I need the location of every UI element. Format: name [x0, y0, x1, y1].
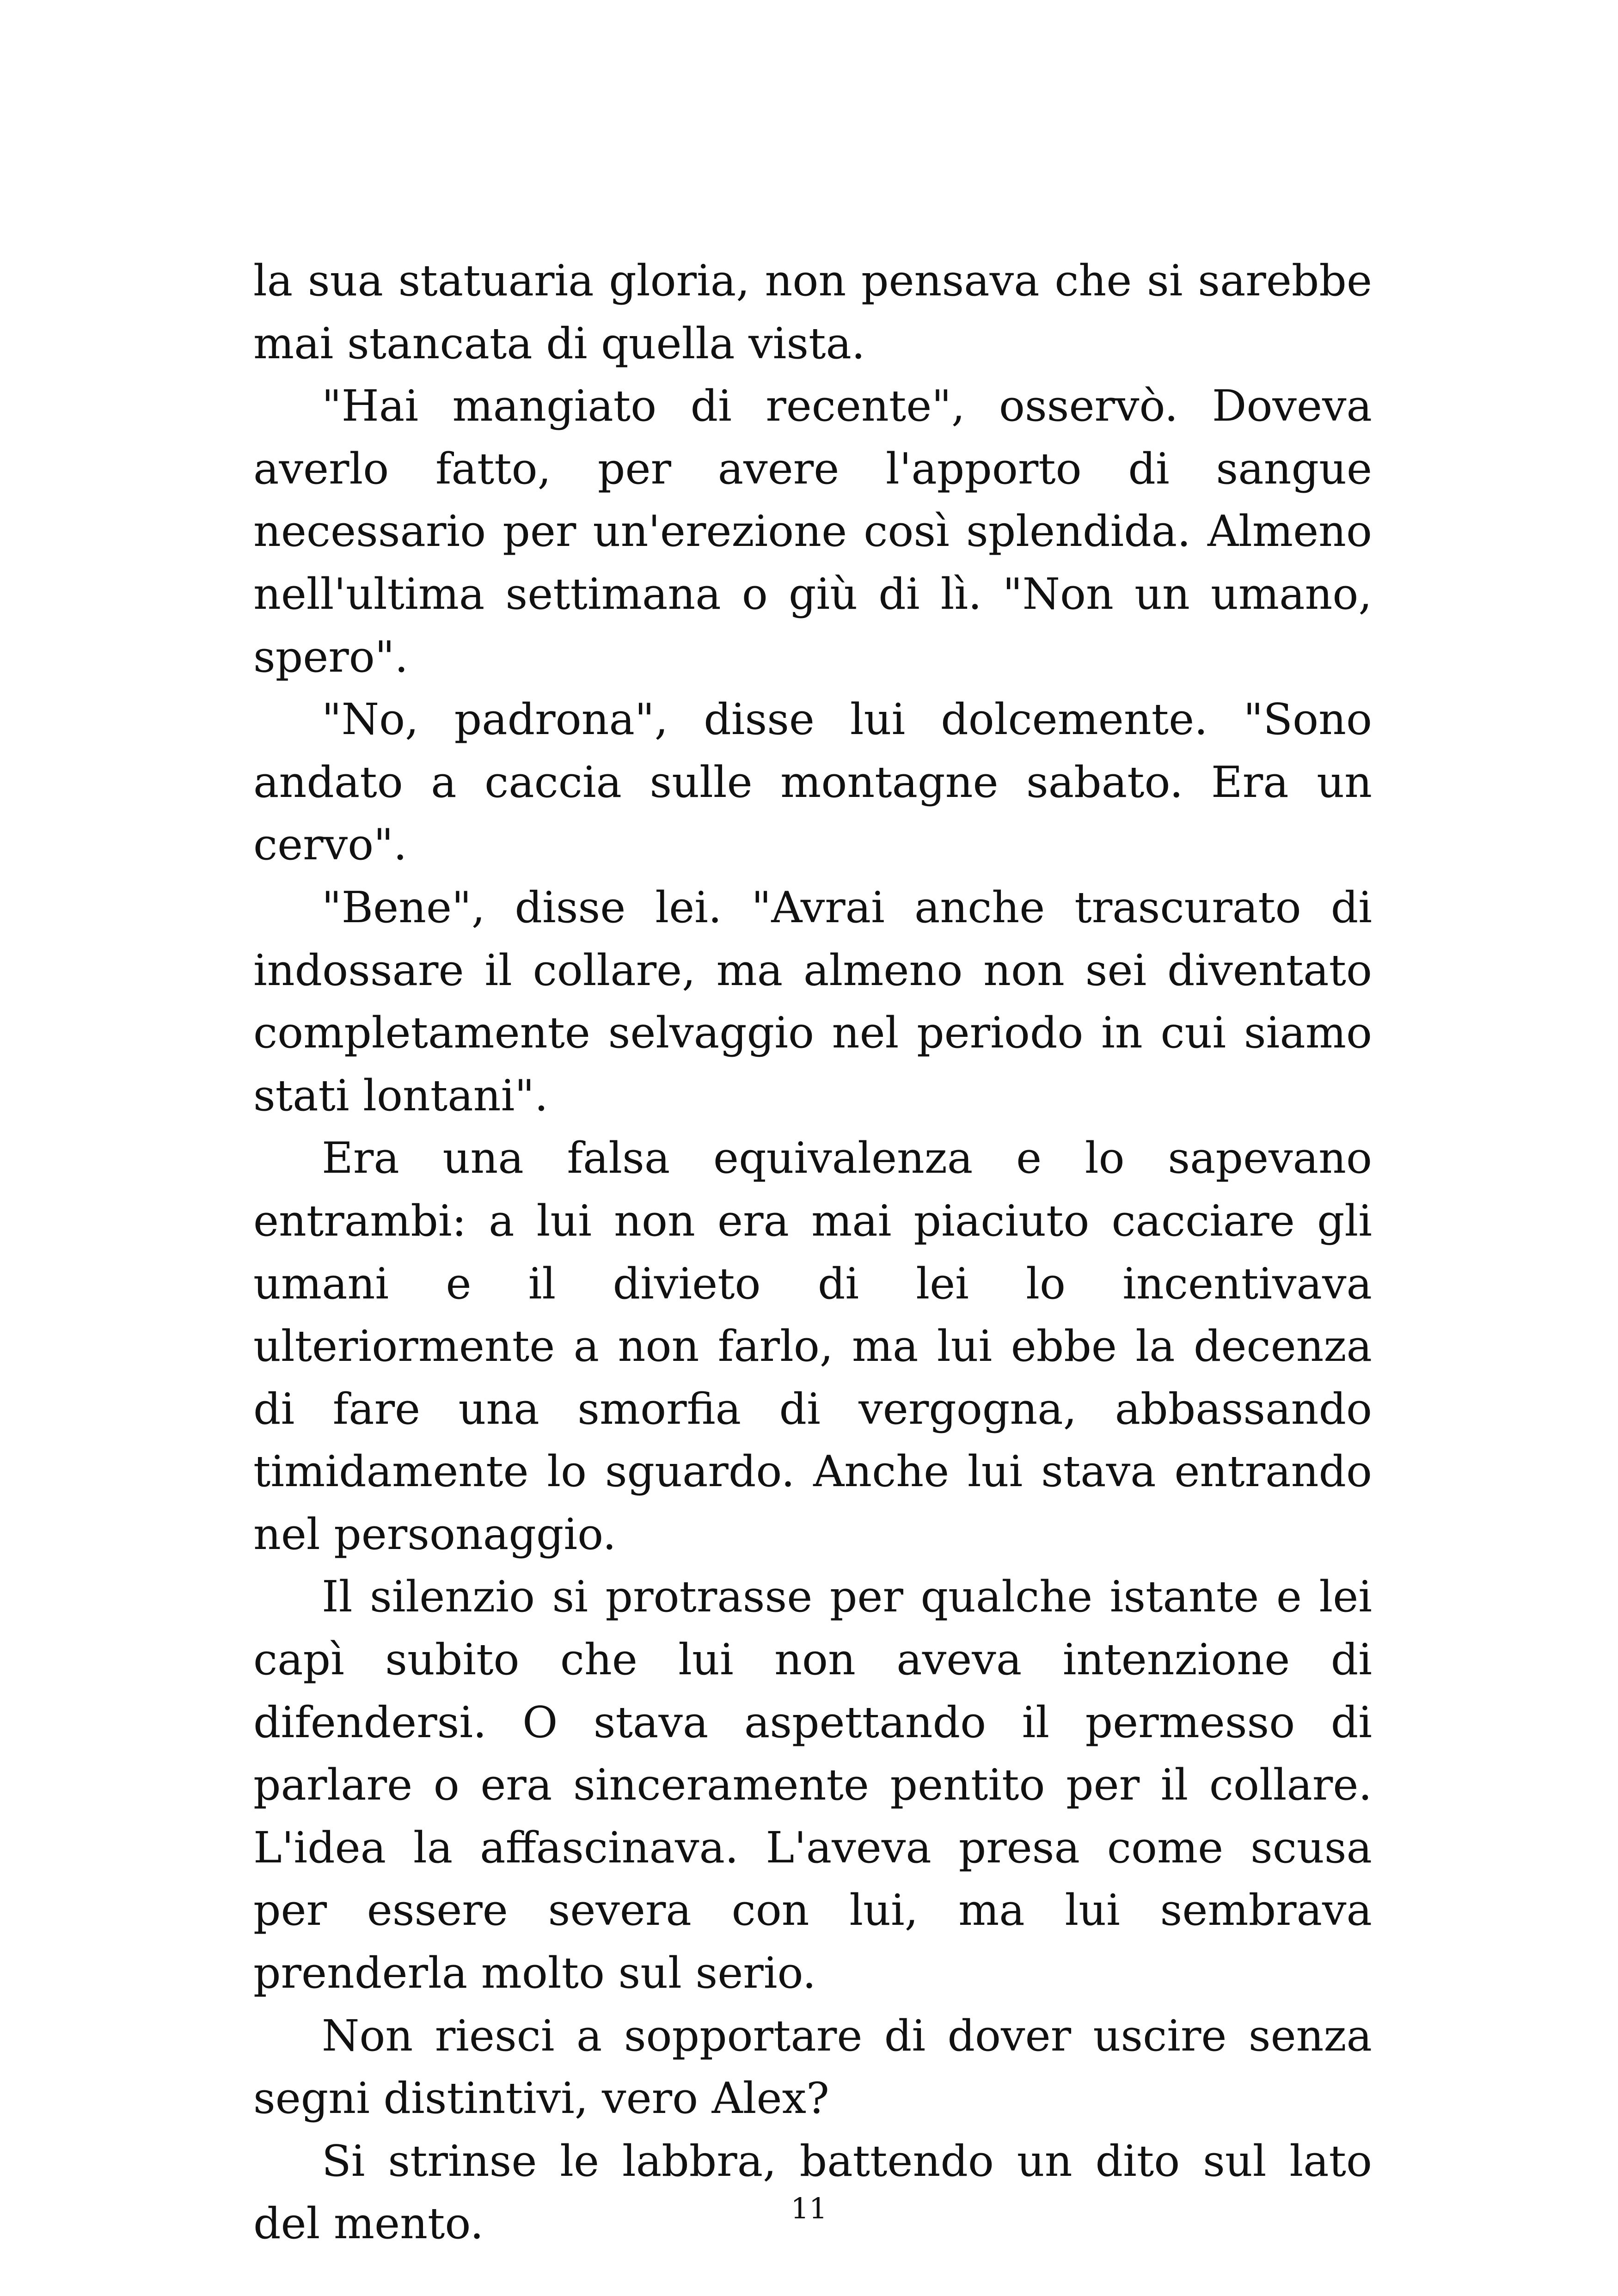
body-text	[253, 250, 1372, 2255]
paragraph-8: Si strinse le labbra, battendo un dito sul lato del mento.	[253, 2136, 1372, 2249]
paragraph-6: Il silenzio si protrasse per qualche istante e lei capì subito che lui non aveva intenzione di difendersi. O stava aspettando il permesso di parlare o era sinceramente pentito per il collare. L'idea la affascinava. L'aveva presa come scusa per essere severa con lui, ma lui sembrava prenderla molto sul serio.	[253, 1572, 1372, 1998]
page-number: 11	[791, 2192, 827, 2225]
paragraph-1: la sua statuaria gloria, non pensava che si sarebbe mai stancata di quella vista.	[253, 256, 1372, 368]
paragraph-3: "No, padrona", disse lui dolcemente. "Sono andato a caccia sulle montagne sabato. Era un cervo".	[253, 694, 1372, 870]
paragraph-7: Non riesci a sopportare di dover uscire senza segni distintivi, vero Alex?	[253, 2010, 1372, 2124]
paragraph-4: "Bene", disse lei. "Avrai anche trascurato di indossare il collare, ma almeno non sei diventato completamente selvaggio nel periodo in cui siamo stati lontani".	[253, 882, 1372, 1120]
paragraph-5: Era una falsa equivalenza e lo sapevano entrambi: a lui non era mai piaciuto cacciare gli umani e il divieto di lei lo incentivava ulteriormente a non farlo, ma lui ebbe la decenza di fare una smorfia di vergogna, abbassando timidamente lo sguardo. Anche lui stava entrando nel personaggio.	[253, 1133, 1372, 1559]
paragraph-2: "Hai mangiato di recente", osservò. Doveva averlo fatto, per avere l'apporto di sangue necessario per un'erezione così splendida. Almeno nell'ultima settimana o giù di lì. "Non un umano, spero".	[253, 381, 1372, 682]
